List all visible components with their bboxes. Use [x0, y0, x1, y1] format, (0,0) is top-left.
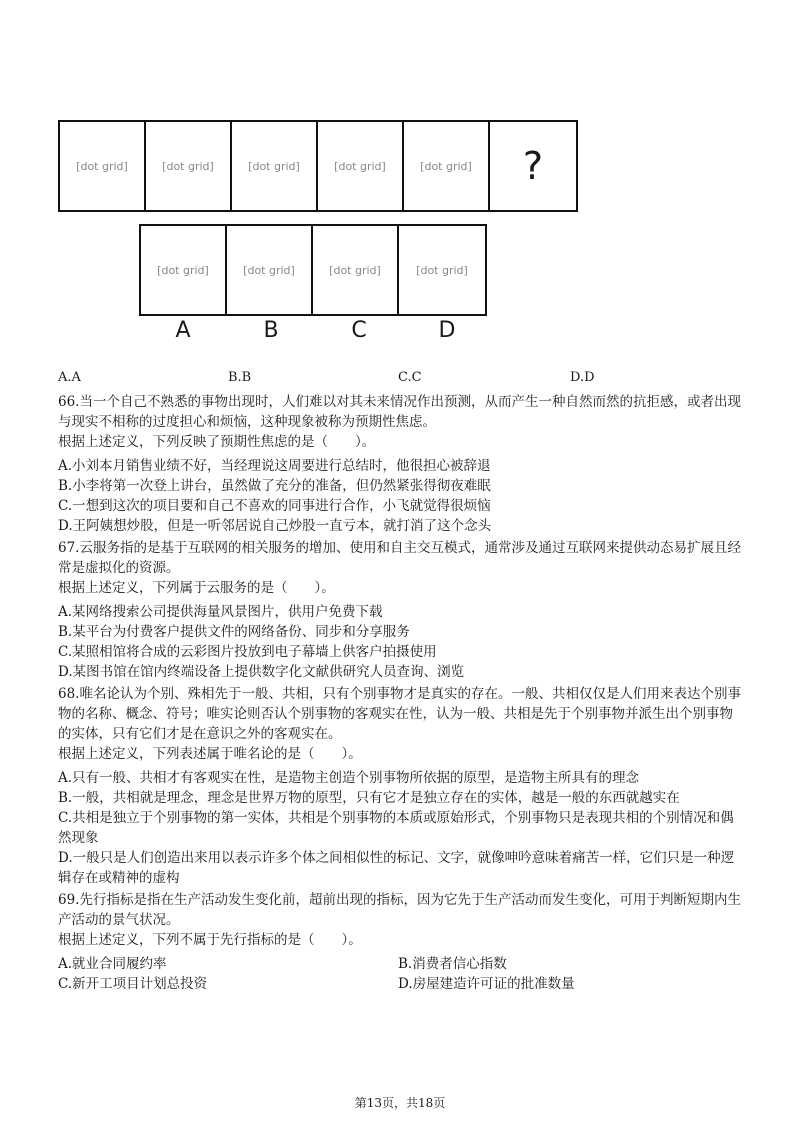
question-prompt: 根据上述定义，下列不属于先行指标的是（ ）。: [58, 932, 362, 948]
question-68: [58, 684, 742, 888]
puzzle-box-4: [318, 122, 404, 210]
dot-grid-placeholder: [dot grid]: [420, 159, 472, 173]
dot-grid-placeholder: [dot grid]: [157, 263, 209, 277]
dot-grid-placeholder: [dot grid]: [334, 159, 386, 173]
puzzle-box-2: [146, 122, 232, 210]
option-a: A.就业合同履约率: [58, 956, 167, 972]
option-a: A.小刘本月销售业绩不好，当经理说这周要进行总结时，他很担心被辞退: [58, 458, 491, 474]
question-prompt: 根据上述定义，下列属于云服务的是（ ）。: [58, 580, 335, 596]
question-stem: 68.唯名论认为个别、殊相先于一般、共相，只有个别事物才是真实的存在。一般、共相仅仅是人们用来表达个别事物的名称、概念、符号；唯实论则否认个别事物的客观实在性，认为一般、共相是先于个别事物并派生出个别事物的实体，只有它们才是在意识之外的客观实在。: [58, 686, 741, 742]
option-grid: [58, 954, 742, 994]
answer-letter: C: [351, 318, 367, 343]
answer-letter: D: [438, 318, 456, 343]
dot-grid-placeholder: [dot grid]: [76, 159, 128, 173]
option-d: D.房屋建造许可证的批准数量: [398, 976, 575, 992]
answer-box-a: [141, 226, 227, 314]
dot-grid-placeholder: [dot grid]: [416, 263, 468, 277]
answer-box-c: [313, 226, 399, 314]
dot-grid-placeholder: [dot grid]: [329, 263, 381, 277]
dot-grid-placeholder: [dot grid]: [162, 159, 214, 173]
option-b: B.小李将第一次登上讲台，虽然做了充分的准备，但仍然紧张得彻夜难眠: [58, 478, 491, 494]
question-stem: 66.当一个自己不熟悉的事物出现时，人们难以对其未来情况作出预测，从而产生一种自然而然的抗拒感，或者出现与现实不相称的过度担心和烦恼，这种现象被称为预期性焦虑。: [58, 394, 741, 430]
answer-letter: A: [175, 318, 191, 343]
puzzle-box-3: [232, 122, 318, 210]
question-66: [58, 392, 742, 536]
option-a: A.某网络搜索公司提供海量风景图片，供用户免费下载: [58, 604, 383, 620]
puzzle-box-5: [404, 122, 490, 210]
missing-box: ?: [522, 144, 544, 188]
question-prompt: 根据上述定义，下列反映了预期性焦虑的是（ ）。: [58, 434, 376, 450]
puzzle-box-1: [60, 122, 146, 210]
dot-grid-placeholder: [dot grid]: [248, 159, 300, 173]
q65-option-c: C.C: [398, 370, 422, 385]
option-c: C.共相是独立于个别事物的第一实体，共相是个别事物的本质或原始形式，个别事物只是表现共相的个别情况和偶然现象: [58, 810, 734, 846]
q65-option-b: B.B: [228, 370, 252, 385]
question-67: [58, 538, 742, 682]
q65-option-a: A.A: [58, 370, 81, 385]
option-d: D.一般只是人们创造出来用以表示许多个体之间相似性的标记、文字，就像呻吟意味着痛苦一样，它们只是一种逻辑存在或精神的虚构: [58, 850, 735, 886]
option-c: C.一想到这次的项目要和自己不喜欢的同事进行合作，小飞就觉得很烦恼: [58, 498, 491, 514]
question-69: [58, 890, 742, 994]
option-c: C.新开工项目计划总投资: [58, 976, 208, 992]
question-stem: 69.先行指标是指在生产活动发生变化前，超前出现的指标，因为它先于生产活动而发生变化，可用于判断短期内生产活动的景气状况。: [58, 892, 741, 928]
question-stem: 67.云服务指的是基于互联网的相关服务的增加、使用和自主交互模式，通常涉及通过互联网来提供动态易扩展且经常是虚拟化的资源。: [58, 540, 741, 576]
option-b: B.一般，共相就是理念，理念是世界万物的原型，只有它才是独立存在的实体，越是一般的东西就越实在: [58, 790, 680, 806]
option-d: D.某图书馆在馆内终端设备上提供数字化文献供研究人员查询、浏览: [58, 664, 465, 680]
q65-option-d: D.D: [570, 370, 595, 385]
option-a: A.只有一般、共相才有客观实在性，是造物主创造个别事物所依据的原型，是造物主所具有的理念: [58, 770, 640, 786]
answer-box-b: [227, 226, 313, 314]
puzzle-sequence: [58, 120, 578, 212]
page-number: 第13页，共18页: [354, 1096, 446, 1110]
option-b: B.消费者信心指数: [398, 956, 507, 972]
option-d: D.王阿姨想炒股，但是一听邻居说自己炒股一直亏本，就打消了这个念头: [58, 518, 492, 534]
answer-letter: B: [263, 318, 279, 343]
answer-box-d: [399, 226, 485, 314]
dot-grid-placeholder: [dot grid]: [243, 263, 295, 277]
answer-letters: [139, 318, 491, 343]
option-c: C.某照相馆将合成的云彩图片投放到电子幕墙上供客户拍摄使用: [58, 644, 437, 660]
option-b: B.某平台为付费客户提供文件的网络备份、同步和分享服务: [58, 624, 410, 640]
answer-figures: [139, 224, 487, 316]
question-prompt: 根据上述定义，下列表述属于唯名论的是（ ）。: [58, 746, 362, 762]
question-list: [58, 392, 742, 996]
